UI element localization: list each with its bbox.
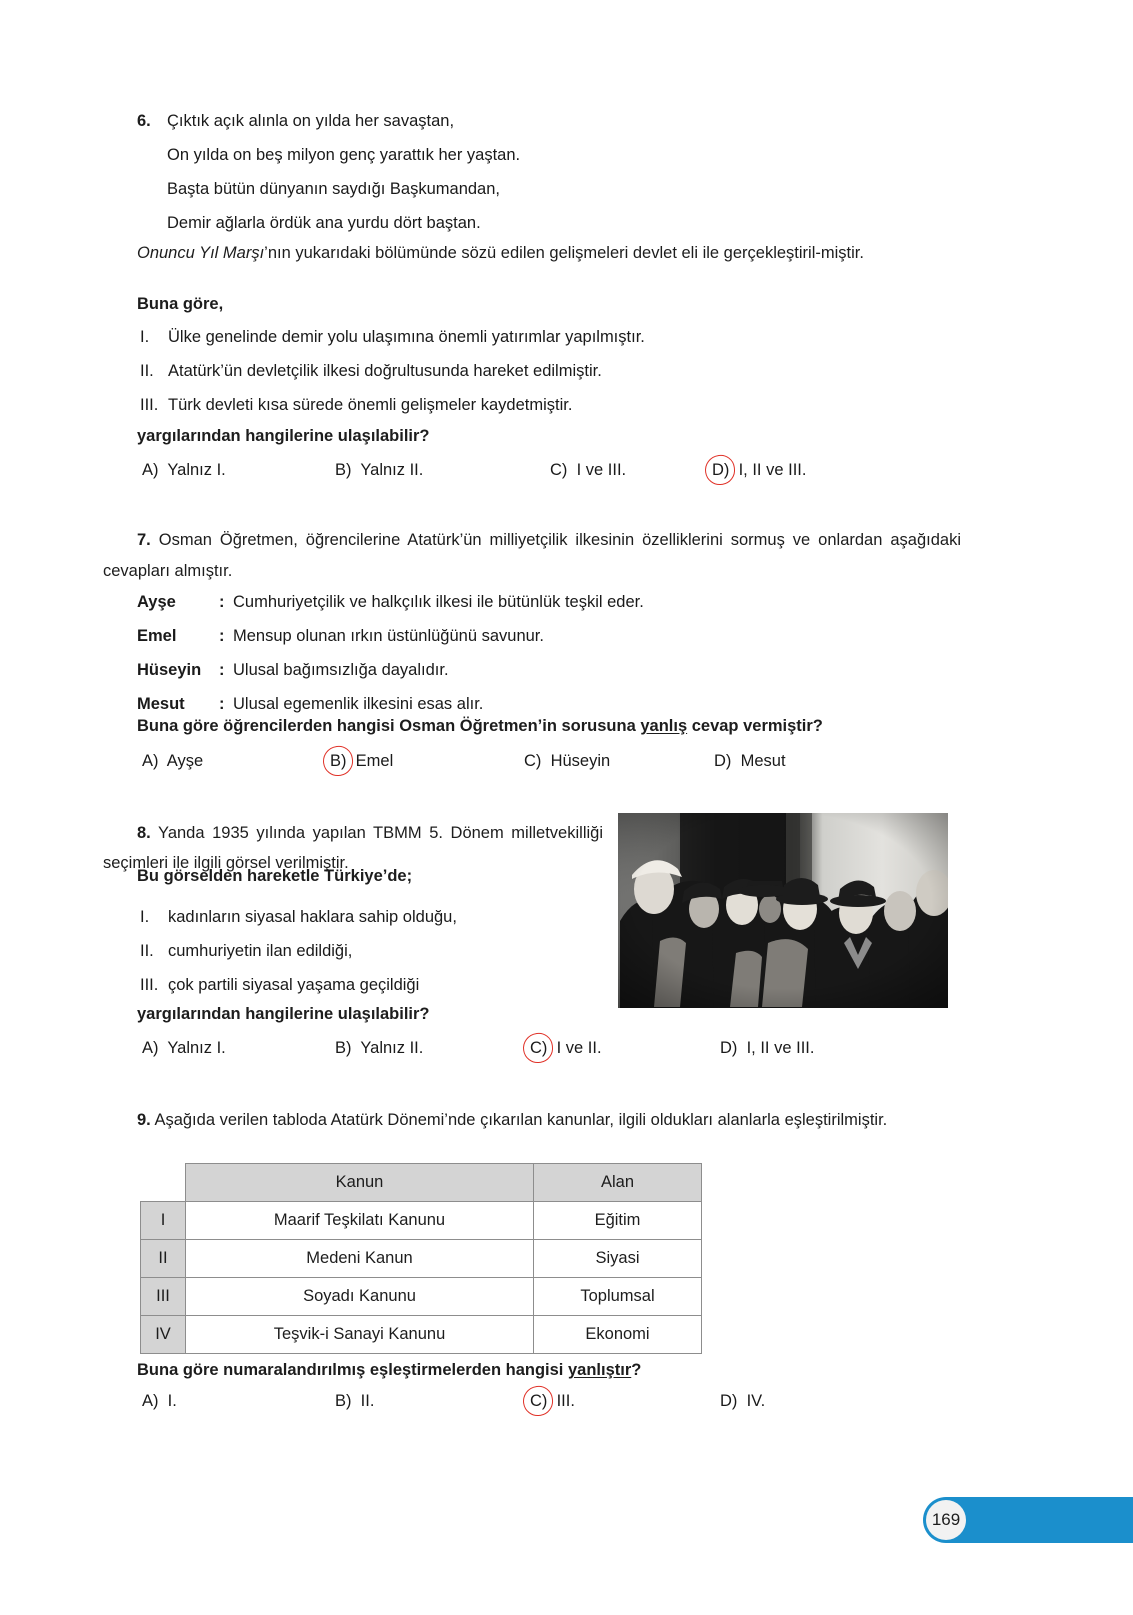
cell-kanun: Teşvik-i Sanayi Kanunu — [186, 1316, 534, 1354]
answer-row — [137, 619, 957, 653]
question-8-items — [140, 900, 610, 1002]
option-text: I ve III. — [576, 461, 627, 479]
laws-table — [140, 1163, 702, 1354]
question-8-stem-text: Yanda 1935 yılında yapılan TBMM 5. Dönem milletvekilliği seçimleri ile ilgili görsel verilmiştir. — [103, 824, 603, 872]
cell-kanun: Medeni Kanun — [186, 1240, 534, 1278]
cell-kanun: Soyadı Kanunu — [186, 1278, 534, 1316]
option-letter: B) — [330, 752, 347, 770]
option-letter: D) — [714, 752, 732, 770]
prompt-underlined: yanlıştır — [567, 1361, 632, 1379]
student-name: Hüseyin — [137, 661, 202, 679]
table-header-row — [141, 1164, 702, 1202]
list-item — [140, 320, 960, 354]
question-8-lead-text: Bu görselden hareketle Türkiye’de; — [137, 867, 413, 885]
prompt-pre: Buna göre öğrencilerden hangisi Osman Öğretmen’in sorusuna — [137, 717, 641, 735]
item-roman: II. — [140, 362, 154, 380]
colon: : — [219, 627, 225, 645]
option-letter: C) — [530, 1392, 548, 1410]
question-7-number: 7. — [137, 531, 151, 549]
question-6-prompt-text: yargılarından hangilerine ulaşılabilir? — [137, 427, 430, 445]
colon: : — [219, 695, 225, 713]
student-answer: Mensup olunan ırkın üstünlüğünü savunur. — [233, 627, 544, 645]
option-text: Mesut — [740, 752, 786, 770]
question-6-source-paragraph — [137, 238, 997, 269]
item-text: kadınların siyasal haklara sahip olduğu, — [168, 908, 457, 926]
prompt-post: cevap vermiştir? — [687, 717, 823, 735]
page-number-text: 169 — [931, 1510, 961, 1529]
poem-line-3: Başta bütün dünyanın saydığı Başkumandan, — [167, 180, 500, 198]
poem-source-rest: ’nın yukarıdaki bölümünde sözü edilen gelişmeleri devlet eli ile gerçekleştiril-miştir. — [264, 244, 864, 262]
option-letter: A) — [142, 461, 159, 479]
question-8-prompt-text: yargılarından hangilerine ulaşılabilir? — [137, 1005, 430, 1023]
list-item — [140, 934, 610, 968]
list-item — [140, 900, 610, 934]
option-letter: D) — [720, 1392, 738, 1410]
option-b[interactable] — [335, 1039, 423, 1058]
option-a[interactable] — [142, 1039, 226, 1058]
list-item — [140, 388, 960, 422]
question-7-answers — [137, 585, 957, 721]
question-6-items — [140, 320, 960, 422]
prompt-post: ? — [631, 1361, 642, 1379]
option-letter: B) — [335, 1039, 352, 1057]
row-number: III — [141, 1278, 186, 1316]
option-a[interactable] — [142, 752, 203, 771]
question-6-number: 6. — [137, 112, 151, 130]
answer-row — [137, 687, 957, 721]
question-8-options — [142, 1039, 942, 1065]
option-c[interactable] — [530, 1039, 602, 1058]
item-roman: I. — [140, 908, 150, 926]
option-d[interactable] — [714, 752, 786, 771]
option-b[interactable] — [335, 461, 423, 480]
option-b[interactable] — [335, 1392, 374, 1411]
option-a[interactable] — [142, 461, 226, 480]
option-c[interactable] — [524, 752, 610, 771]
option-d[interactable] — [720, 1392, 765, 1411]
question-6 — [137, 104, 997, 240]
list-item — [140, 968, 610, 1002]
question-8-photo — [618, 813, 948, 1008]
student-answer: Cumhuriyetçilik ve halkçılık ilkesi ile bütünlük teşkil eder. — [233, 593, 644, 611]
option-letter: A) — [142, 752, 159, 770]
item-roman: III. — [140, 396, 159, 414]
option-a[interactable] — [142, 1392, 177, 1411]
answer-row — [137, 653, 957, 687]
option-c[interactable] — [530, 1392, 575, 1411]
list-item — [140, 354, 960, 388]
question-7-options — [142, 752, 942, 778]
student-name: Mesut — [137, 695, 185, 713]
option-b[interactable] — [330, 752, 393, 771]
table-row — [141, 1202, 702, 1240]
question-6-prompt — [137, 428, 430, 445]
option-text: Hüseyin — [550, 752, 611, 770]
student-name: Emel — [137, 627, 177, 645]
option-d[interactable] — [712, 461, 806, 480]
answer-row — [137, 585, 957, 619]
question-9-options — [142, 1392, 942, 1418]
option-letter: A) — [142, 1039, 159, 1057]
option-text: Ayşe — [166, 752, 204, 770]
option-text: I, II ve III. — [746, 1039, 815, 1057]
option-letter: B) — [335, 461, 352, 479]
question-8-prompt — [137, 1006, 430, 1023]
option-letter: A) — [142, 1392, 159, 1410]
row-number: IV — [141, 1316, 186, 1354]
question-6-lead-text: Buna göre, — [137, 295, 224, 313]
item-roman: I. — [140, 328, 150, 346]
question-7-stem — [103, 525, 961, 587]
poem-line-2: On yılda on beş milyon genç yarattık her yaştan. — [167, 146, 521, 164]
question-6-options — [142, 461, 942, 487]
historical-photo-graphic — [618, 813, 948, 1008]
cell-alan: Ekonomi — [534, 1316, 702, 1354]
option-d[interactable] — [720, 1039, 814, 1058]
question-8-number: 8. — [137, 824, 151, 842]
table-row — [141, 1278, 702, 1316]
student-name: Ayşe — [137, 593, 176, 611]
option-letter: D) — [712, 461, 730, 479]
cell-alan: Eğitim — [534, 1202, 702, 1240]
student-answer: Ulusal egemenlik ilkesini esas alır. — [233, 695, 484, 713]
question-6-lead — [137, 296, 223, 313]
student-answer: Ulusal bağımsızlığa dayalıdır. — [233, 661, 449, 679]
row-number: II — [141, 1240, 186, 1278]
option-c[interactable] — [550, 461, 626, 480]
column-header-alan: Alan — [534, 1164, 702, 1202]
question-7-stem-text: Osman Öğretmen, öğrencilerine Atatürk’ün milliyetçilik ilkesinin özelliklerini sormuş ve onlardan aşağıdaki cevapları almıştır. — [103, 531, 961, 580]
table-corner-cell — [141, 1164, 186, 1202]
poem-line-1: Çıktık açık alınla on yılda her savaştan, — [167, 112, 455, 130]
question-9-prompt — [137, 1362, 641, 1379]
cell-kanun: Maarif Teşkilatı Kanunu — [186, 1202, 534, 1240]
option-text: I. — [167, 1392, 177, 1410]
option-text: I, II ve III. — [738, 461, 807, 479]
item-text: Ülke genelinde demir yolu ulaşımına önemli yatırımlar yapılmıştır. — [168, 328, 645, 346]
question-9-stem — [103, 1105, 961, 1136]
option-text: III. — [556, 1392, 575, 1410]
option-text: II. — [360, 1392, 375, 1410]
option-text: Yalnız I. — [167, 461, 226, 479]
colon: : — [219, 661, 225, 679]
column-header-kanun: Kanun — [186, 1164, 534, 1202]
item-text: cumhuriyetin ilan edildiği, — [168, 942, 353, 960]
table-row — [141, 1240, 702, 1278]
option-letter: C) — [550, 461, 568, 479]
colon: : — [219, 593, 225, 611]
question-7-prompt — [137, 718, 823, 735]
cell-alan: Siyasi — [534, 1240, 702, 1278]
option-letter: C) — [524, 752, 542, 770]
question-8-lead — [137, 868, 412, 885]
question-9-number: 9. — [137, 1111, 151, 1129]
option-text: I ve II. — [556, 1039, 602, 1057]
question-9-stem-text: Aşağıda verilen tabloda Atatürk Dönemi’nde çıkarılan kanunlar, ilgili oldukları alanlarla eşleştirilmiştir. — [154, 1111, 888, 1129]
prompt-underlined: yanlış — [640, 717, 688, 735]
option-text: Yalnız II. — [360, 461, 424, 479]
poem-source-title: Onuncu Yıl Marşı — [137, 244, 265, 262]
poem-line-4: Demir ağlarla ördük ana yurdu dört baştan. — [167, 214, 481, 232]
item-text: çok partili siyasal yaşama geçildiği — [168, 976, 420, 994]
item-text: Atatürk’ün devletçilik ilkesi doğrultusunda hareket edilmiştir. — [168, 362, 602, 380]
option-text: IV. — [746, 1392, 766, 1410]
table-row — [141, 1316, 702, 1354]
item-roman: III. — [140, 976, 159, 994]
row-number: I — [141, 1202, 186, 1240]
cell-alan: Toplumsal — [534, 1278, 702, 1316]
option-text: Yalnız I. — [167, 1039, 226, 1057]
option-letter: C) — [530, 1039, 548, 1057]
option-letter: B) — [335, 1392, 352, 1410]
option-letter: D) — [720, 1039, 738, 1057]
item-roman: II. — [140, 942, 154, 960]
option-text: Emel — [355, 752, 394, 770]
option-text: Yalnız II. — [360, 1039, 424, 1057]
page-number-badge — [926, 1500, 966, 1540]
prompt-pre: Buna göre numaralandırılmış eşleştirmelerden hangisi — [137, 1361, 568, 1379]
item-text: Türk devleti kısa sürede önemli gelişmeler kaydetmiştir. — [168, 396, 573, 414]
